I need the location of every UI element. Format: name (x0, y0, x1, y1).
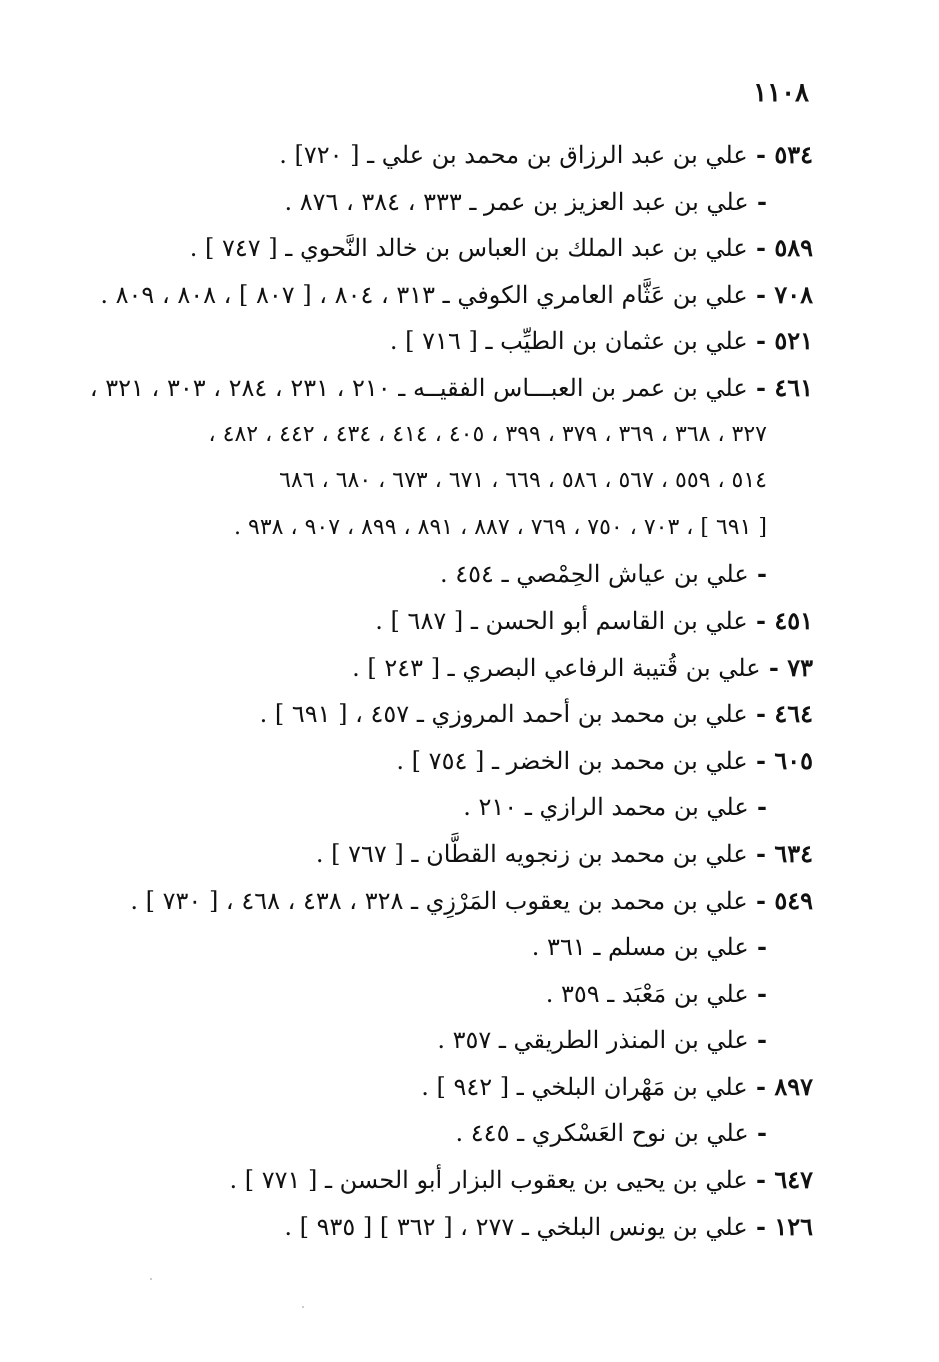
index-entry-line (113, 831, 813, 878)
entry-separator: - (747, 745, 775, 775)
entry-text: علي بن عبد العزيز بن عمر ـ ٣٣٣ ، ٣٨٤ ، ٨٧٦ . (284, 187, 749, 216)
entry-dash: - (748, 932, 767, 962)
entry-text: علي بن عبد الرزاق بن محمد بن علي ـ [ ٧٢٠] . (279, 141, 748, 169)
entry-separator: - (747, 699, 775, 729)
entry-number: ٥٣٤ (774, 140, 813, 169)
index-entry-line (113, 645, 813, 692)
entry-separator: - (747, 326, 775, 356)
entry-number: ٤٦٤ (774, 699, 813, 729)
entry-number: ٤٥١ (774, 605, 813, 635)
entry-number: ٨٩٧ (774, 1071, 813, 1101)
entry-number: ٥٤٩ (774, 885, 813, 915)
index-entry-line (113, 318, 813, 365)
entry-text: [ ٦٩١ ] ، ٧٠٣ ، ٧٥٠ ، ٧٦٩ ، ٨٨٧ ، ٨٩١ ، ٨٩٩ ، ٩٠٧ ، ٩٣٨ . (234, 514, 767, 540)
entry-dash: - (748, 186, 767, 216)
entry-text: علي بن نوح العَسْكري ـ ٤٤٥ . (455, 1119, 749, 1148)
index-entry-line (113, 878, 813, 925)
entry-number: ٥٢١ (774, 326, 813, 356)
entry-text: علي بن محمد الرازي ـ ٢١٠ . (463, 793, 749, 822)
entry-text: علي بن قُتيبة الرفاعي البصري ـ [ ٢٤٣ ] . (352, 653, 761, 682)
entry-separator: - (747, 140, 775, 169)
scan-speck (302, 1306, 304, 1308)
entry-dash: - (748, 1025, 767, 1055)
entry-text: علي بن عمر بن العبـــاس الفقيــه ـ ٢١٠ ، ٢٣١ ، ٢٨٤ ، ٣٠٣ ، ٣٢١ ، (89, 373, 748, 402)
entry-separator: - (747, 279, 775, 309)
index-entry-line (113, 225, 813, 272)
entry-text: علي بن عثمان بن الطيِّب ـ [ ٧١٦ ] . (389, 327, 748, 356)
entry-number: ٥٨٩ (774, 233, 813, 263)
index-entry-line (113, 458, 813, 505)
index-entry-line (113, 598, 813, 645)
index-entry-line (113, 1110, 813, 1157)
entry-separator: - (747, 1165, 775, 1195)
entry-dash: - (748, 978, 767, 1008)
entry-text: علي بن يحيى بن يعقوب البزار أبو الحسن ـ [ ٧٧١ ] . (229, 1166, 748, 1195)
entry-separator: - (747, 838, 775, 868)
entry-separator: - (747, 605, 775, 635)
entry-text: علي بن محمد بن زنجويه القطَّان ـ [ ٧٦٧ ] . (315, 839, 748, 868)
entry-number: ٦٤٧ (774, 1165, 813, 1195)
entry-separator: - (747, 885, 775, 915)
entry-text: علي بن عياش الحِمْصي ـ ٤٥٤ . (440, 560, 749, 589)
index-entries (89, 132, 813, 1250)
entry-text: علي بن مسلم ـ ٣٦١ . (531, 933, 749, 962)
entry-text: علي بن القاسم أبو الحسن ـ [ ٦٨٧ ] . (375, 606, 748, 635)
page-number: ١١٠٨ (753, 78, 809, 108)
entry-separator: - (747, 233, 775, 263)
entry-text: علي بن عَثَّام العامري الكوفي ـ ٣١٣ ، ٨٠٤ ، [ ٨٠٧ ] ، ٨٠٨ ، ٨٠٩ . (100, 280, 748, 309)
entry-separator: - (747, 1211, 775, 1241)
entry-text: علي بن محمد بن أحمد المروزي ـ ٤٥٧ ، [ ٦٩١ ] . (259, 700, 748, 729)
entry-text: علي بن محمد بن الخضر ـ [ ٧٥٤ ] . (396, 746, 748, 775)
entry-dash: - (748, 792, 767, 822)
entry-number: ١٢٦ (774, 1211, 813, 1241)
index-entry-line (100, 272, 813, 319)
entry-text: علي بن عبد الملك بن العباس بن خالد النَّحوي ـ [ ٧٤٧ ] . (189, 234, 748, 263)
index-entry-line (113, 1017, 813, 1064)
entry-text: ٣٢٧ ، ٣٦٨ ، ٣٦٩ ، ٣٧٩ ، ٣٩٩ ، ٤٠٥ ، ٤١٤ ، ٤٣٤ ، ٤٤٢ ، ٤٨٢ ، (208, 421, 767, 447)
entry-number: ٧٠٨ (774, 279, 813, 309)
index-entry-line (113, 971, 813, 1018)
entry-dash: - (748, 559, 767, 589)
index-entry-line (113, 1064, 813, 1111)
index-entry-line (113, 691, 813, 738)
index-entry-line (113, 784, 813, 831)
entry-number: ٤٦١ (774, 372, 813, 402)
index-entry-line (113, 179, 813, 226)
entry-number: ٦٠٥ (774, 745, 813, 775)
entry-text: علي بن المنذر الطريقي ـ ٣٥٧ . (437, 1026, 749, 1055)
entry-text: علي بن مَهْران البلخي ـ [ ٩٤٢ ] . (421, 1072, 748, 1101)
entry-text: علي بن يونس البلخي ـ ٢٧٧ ، [ ٣٦٢ ] [ ٩٣٥ ] . (284, 1212, 748, 1241)
index-entry-line (113, 738, 813, 785)
index-entry-line (113, 1157, 813, 1204)
entry-text: علي بن محمد بن يعقوب المَرْزِي ـ ٣٢٨ ، ٤٣٨ ، ٤٦٨ ، [ ٧٣٠ ] . (130, 886, 748, 915)
index-entry-line (113, 505, 813, 552)
index-entry-line (113, 924, 813, 971)
entry-number: ٦٣٤ (774, 838, 813, 868)
entry-text: ٥١٤ ، ٥٥٩ ، ٥٦٧ ، ٥٨٦ ، ٦٦٩ ، ٦٧١ ، ٦٧٣ ، ٦٨٠ ، ٦٨٦ (279, 468, 767, 494)
index-entry-line (113, 412, 813, 459)
entry-separator: - (747, 1071, 775, 1101)
index-entry-line (113, 132, 813, 179)
entry-dash: - (748, 1118, 767, 1148)
entry-separator: - (747, 372, 775, 402)
entry-separator: - (760, 652, 788, 682)
index-entry-line (113, 551, 813, 598)
scan-speck (150, 1278, 152, 1280)
index-entry-line (113, 1204, 813, 1251)
index-entry-line (89, 365, 813, 412)
entry-number: ٧٣ (787, 652, 813, 682)
entry-text: علي بن مَعْبَد ـ ٣٥٩ . (545, 979, 749, 1008)
